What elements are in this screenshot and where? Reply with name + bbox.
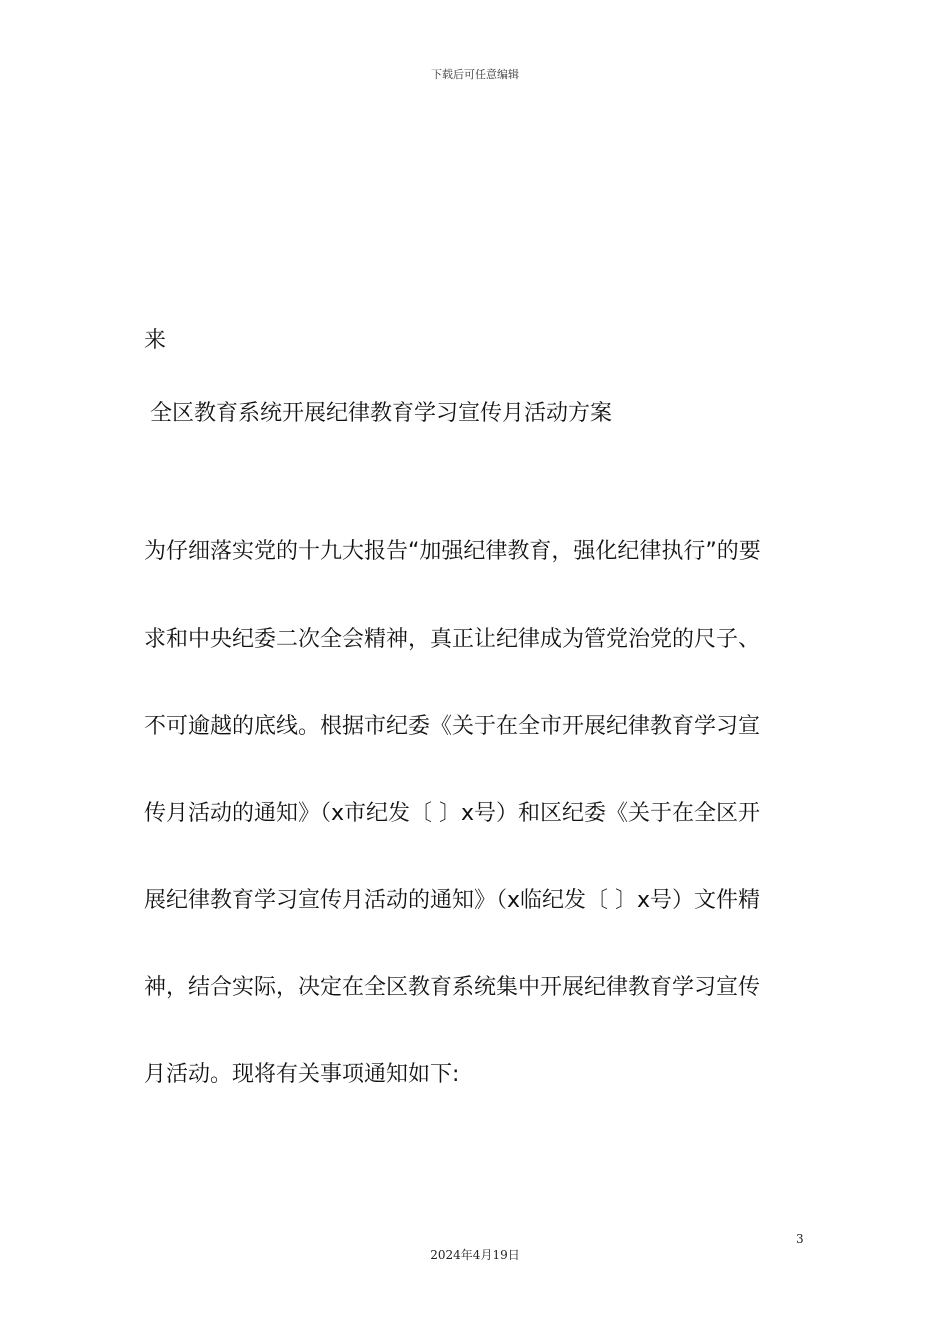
text-fragment: 来 — [144, 328, 167, 353]
page-number: 3 — [796, 1232, 804, 1246]
paragraph-line: 求和中央纪委二次全会精神，真正让纪律成为管党治党的尺子、 — [144, 627, 761, 652]
paragraph-line: 传月活动的通知》（x市纪发〔 〕x号）和区纪委《关于在全区开 — [144, 801, 761, 826]
paragraph-line: 神，结合实际，决定在全区教育系统集中开展纪律教育学习宣传 — [144, 975, 761, 1000]
paragraph-line: 月活动。现将有关事项通知如下: — [144, 1062, 460, 1087]
page-header: 下载后可任意编辑 — [431, 68, 519, 81]
document-title: 全区教育系统开展纪律教育学习宣传月活动方案 — [150, 401, 613, 426]
footer-date: 2024年4月19日 — [430, 1248, 520, 1262]
paragraph-line: 为仔细落实党的十九大报告“加强纪律教育，强化纪律执行”的要 — [144, 539, 761, 564]
paragraph-line: 展纪律教育学习宣传月活动的通知》（x临纪发〔 〕x号）文件精 — [144, 888, 761, 913]
paragraph-line: 不可逾越的底线。根据市纪委《关于在全市开展纪律教育学习宣 — [144, 714, 761, 739]
